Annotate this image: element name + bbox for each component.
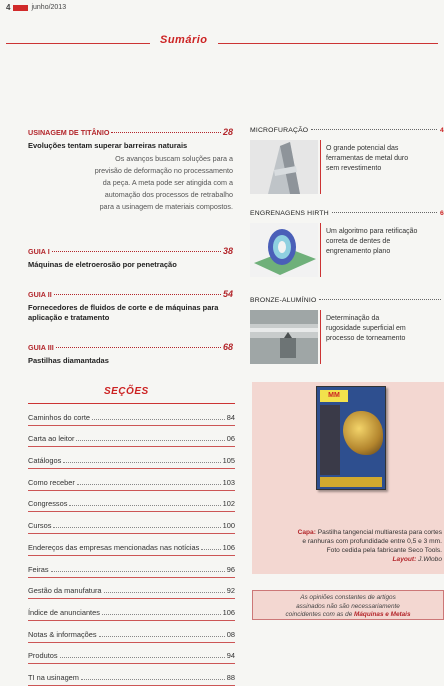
article-subtitle: Evoluções tentam superar barreiras naturais — [28, 141, 188, 150]
section-item[interactable] — [28, 578, 235, 600]
section-label: Endereços das empresas mencionadas nas notícias — [28, 542, 200, 552]
article-page: 38 — [222, 246, 233, 256]
section-label: Como receber — [28, 477, 75, 487]
section-label: Carta ao leitor — [28, 434, 75, 444]
page-title: Sumário — [150, 34, 218, 46]
side-article-engrenagens[interactable] — [250, 210, 444, 277]
article-page: 68 — [222, 342, 233, 352]
article-heading: GUIA II — [28, 290, 52, 299]
section-item[interactable] — [28, 621, 235, 643]
side-article-bronze-aluminio[interactable] — [250, 297, 444, 364]
section-label: Catálogos — [28, 456, 62, 466]
section-label: Gestão da manufatura — [28, 586, 102, 596]
section-page: 102 — [222, 499, 235, 509]
section-page: 84 — [226, 412, 235, 422]
magazine-cover-image[interactable] — [316, 386, 386, 490]
page-header — [6, 3, 66, 12]
side-page: 4 — [440, 127, 444, 134]
section-label: Caminhos do corte — [28, 412, 91, 422]
section-item[interactable] — [28, 404, 235, 426]
cover-masthead: MM — [320, 390, 348, 402]
article-page: 54 — [222, 289, 233, 299]
section-item[interactable] — [28, 426, 235, 448]
main-article-guia-1[interactable] — [28, 246, 233, 270]
disclaimer-note: As opiniões constantes de artigos assinados não são necessariamente coincidentes com as de Máquinas e Metais — [252, 590, 444, 620]
section-label: Notas & informações — [28, 629, 97, 639]
section-item[interactable] — [28, 512, 235, 534]
drill-bit-image — [250, 140, 318, 194]
article-heading: GUIA III — [28, 343, 54, 352]
section-label: Feiras — [28, 564, 49, 574]
article-subtitle: Pastilhas diamantadas — [28, 356, 109, 365]
caption-label: Capa: — [297, 529, 316, 536]
layout-label: Layout: — [392, 556, 417, 563]
section-page: 105 — [222, 456, 235, 466]
section-page: 92 — [226, 586, 235, 596]
side-description: Determinação da rugosidade superficial em processo de torneamento — [326, 315, 406, 342]
section-label: Cursos — [28, 521, 52, 531]
article-subtitle: Fornecedores de fluidos de corte e de máquinas para aplicação e tratamento — [28, 303, 219, 322]
title-rule — [6, 43, 438, 44]
section-page: 106 — [222, 542, 235, 552]
article-heading: USINAGEM DE TITÂNIO — [28, 128, 110, 137]
section-item[interactable] — [28, 534, 235, 556]
side-heading: BRONZE-ALUMÍNIO — [250, 297, 317, 304]
cover-caption: Capa: Pastilha tangencial multiaresta para cortes e ranhuras com profundidade entre 0,5 e 3 mm. Foto cedida pela fabricante Seco Tools. Layout: J.Wlobo — [297, 529, 442, 563]
page-number: 4 — [6, 3, 11, 12]
article-subtitle: Máquinas de eletroerosão por penetração — [28, 260, 177, 269]
section-label: Produtos — [28, 651, 58, 661]
main-article-guia-2[interactable] — [28, 289, 233, 323]
article-page: 28 — [222, 127, 233, 137]
turning-image — [250, 310, 318, 364]
section-page: 94 — [226, 651, 235, 661]
section-page: 08 — [226, 629, 235, 639]
section-item[interactable] — [28, 447, 235, 469]
magazine-name: Máquinas e Metais — [354, 611, 411, 618]
section-label: TI na usinagem — [28, 672, 79, 682]
section-page: 06 — [226, 434, 235, 444]
side-heading: MICROFURAÇÃO — [250, 127, 309, 134]
section-item[interactable] — [28, 491, 235, 513]
section-item[interactable] — [28, 643, 235, 665]
main-article-guia-3[interactable] — [28, 342, 233, 366]
section-label: Índice de anunciantes — [28, 607, 100, 617]
section-page: 88 — [226, 672, 235, 682]
section-item[interactable] — [28, 599, 235, 621]
side-article-microfuracao[interactable] — [250, 127, 444, 194]
section-item[interactable] — [28, 664, 235, 686]
section-label: Congressos — [28, 499, 68, 509]
article-description: Os avanços buscam soluções para a previsão de deformação no processamento da peça. A meta pode ser atingida com a automação dos processos de retrabalho para a usinagem de materiais compostos. — [94, 154, 233, 211]
section-page: 103 — [222, 477, 235, 487]
side-description: O grande potencial das ferramentas de metal duro sem revestimento — [326, 145, 409, 172]
side-description: Um algoritmo para retificação correta de dentes de engrenamento plano — [326, 228, 418, 255]
main-article-titanium[interactable] — [28, 127, 233, 213]
section-page: 106 — [222, 607, 235, 617]
section-page: 96 — [226, 564, 235, 574]
article-heading: GUIA I — [28, 247, 50, 256]
gear-image — [250, 223, 318, 277]
cutting-insert-icon — [343, 411, 383, 455]
sections-title: SEÇÕES — [104, 386, 149, 397]
section-item[interactable] — [28, 556, 235, 578]
issue-date: junho/2013 — [31, 4, 67, 11]
section-item[interactable] — [28, 469, 235, 491]
magazine-logo-icon — [13, 5, 28, 11]
side-page: 6 — [440, 210, 444, 217]
section-page: 100 — [222, 521, 235, 531]
sections-list — [28, 404, 235, 686]
side-heading: ENGRENAGENS HIRTH — [250, 210, 329, 217]
